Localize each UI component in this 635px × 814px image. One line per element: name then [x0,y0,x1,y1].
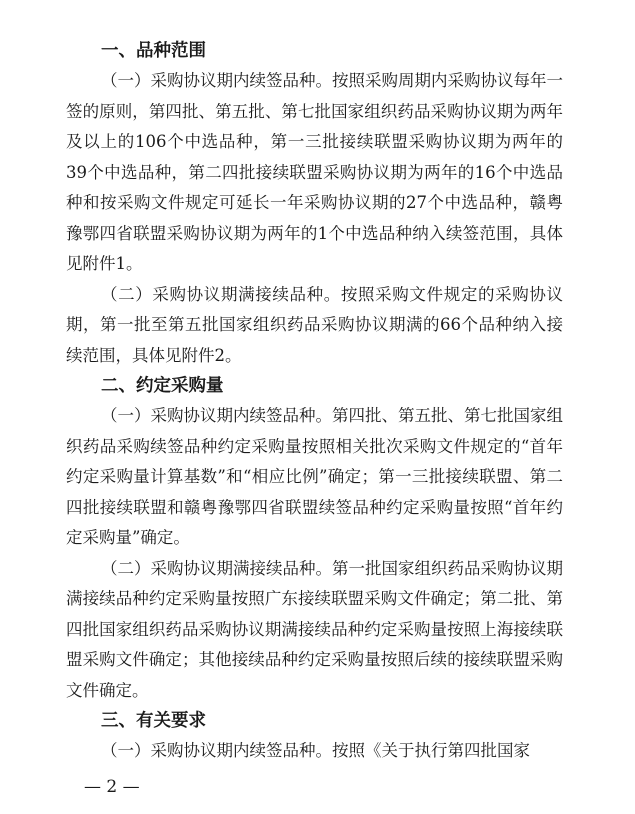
paragraph-renewal-volume: （一）采购协议期内续签品种。第四批、第五批、第七批国家组织药品采购续签品种约定采购量按照相关批次采购文件规定的“首年约定采购量计算基数”和“相应比例”确定；第一三批接续联盟、第二四批接续联盟和赣粤豫鄂四省联盟续签品种约定采购量按照“首年约定采购量”确定。 [66,406,563,547]
page-number: — 2 — [84,777,140,797]
paragraph-renewal-varieties: （一）采购协议期内续签品种。按照采购周期内采购协议每年一签的原则，第四批、第五批、第七批国家组织药品采购协议期为两年及以上的106个中选品种，第一三批接续联盟采购协议期为两年的39个中选品种，第二四批接续联盟采购协议期为两年的16个中选品种和按采购文件规定可延长一年采购协议期的27个中选品种，赣粤豫鄂四省联盟采购协议期为两年的1个中选品种纳入续签范围，具体见附件1。 [66,71,563,273]
paragraph-continuation-volume: （二）采购协议期满接续品种。第一批国家组织药品采购协议期满接续品种约定采购量按照广东接续联盟采购文件确定；第二批、第四批国家组织药品采购协议期满接续品种约定采购量按照上海接续联盟采购文件确定；其他接续品种约定采购量按照后续的接续联盟采购文件确定。 [66,558,563,700]
paragraph-expired-continuation-varieties: （二）采购协议期满接续品种。按照采购文件规定的采购协议期，第一批至第五批国家组织药品采购协议期满的66个品种纳入接续范围，具体见附件2。 [66,284,563,365]
document-body [66,36,563,767]
section-heading-variety-scope: 一、品种范围 [101,41,206,61]
paragraph-requirements-renewal: （一）采购协议期内续签品种。按照《关于执行第四批国家 [101,741,530,760]
section-heading-agreed-volume: 二、约定采购量 [101,376,224,396]
section-heading-requirements: 三、有关要求 [101,711,206,731]
